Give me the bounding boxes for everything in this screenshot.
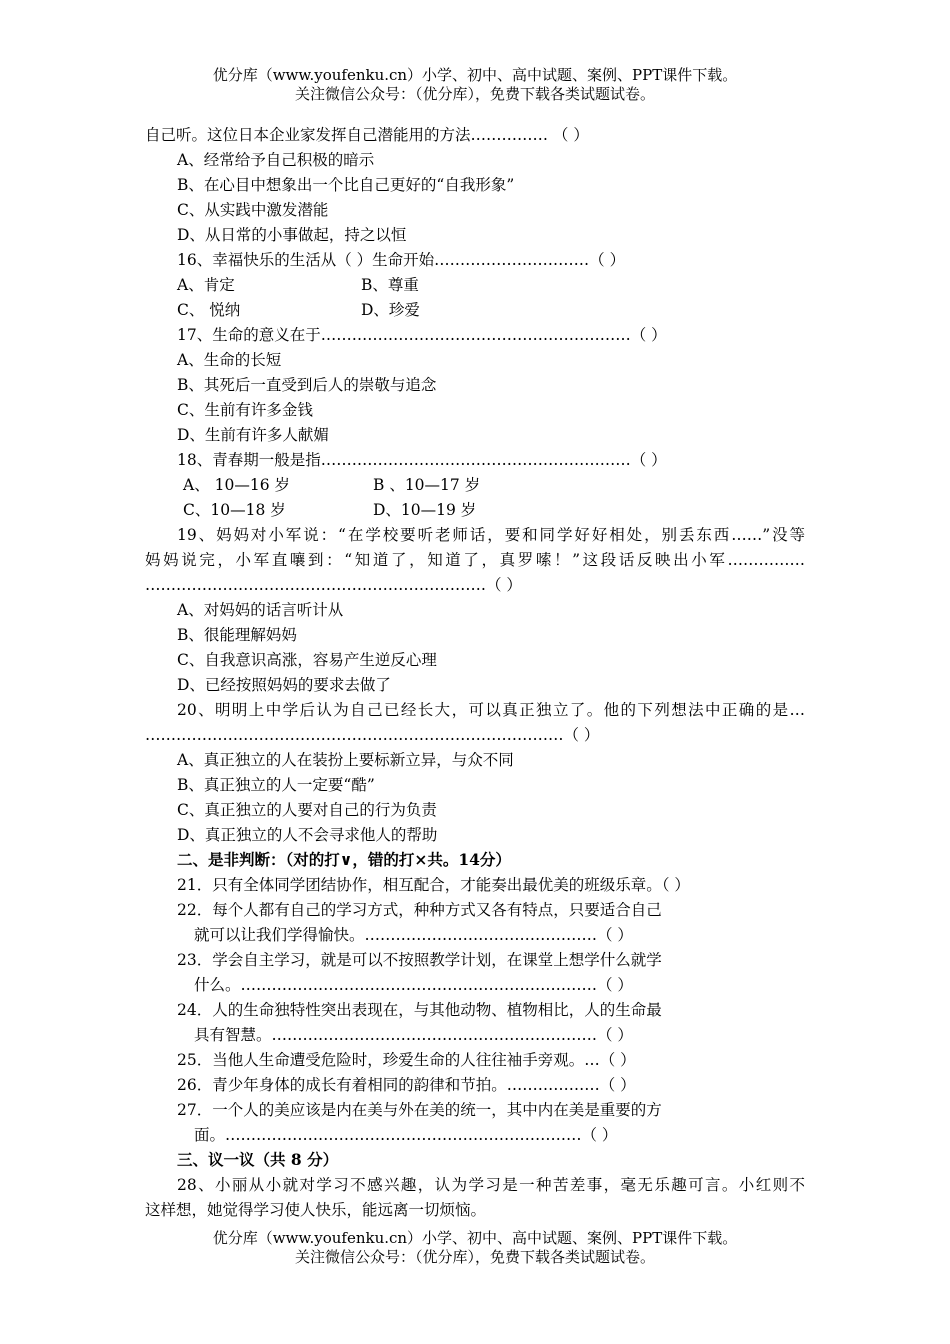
q18-option-c: C、10—18 岁 bbox=[183, 501, 286, 519]
q19-option-b: B、很能理解妈妈 bbox=[177, 626, 297, 644]
q16-option-a: A、肯定 bbox=[177, 276, 235, 294]
q27-line-2: 面。……………………………………………………………（ ） bbox=[194, 1126, 618, 1144]
q15-stem-tail: 自己听。这位日本企业家发挥自己潜能用的方法…………… （ ） bbox=[145, 126, 589, 144]
q25-line-1: 25．当他人生命遭受危险时，珍爱生命的人往往袖手旁观。…（ ） bbox=[177, 1051, 636, 1069]
footer-banner bbox=[0, 1229, 950, 1267]
q15-option-b: B、在心目中想象出一个比自己更好的“自我形象” bbox=[177, 176, 515, 194]
q24-line-2: 具有智慧。………………………………………………………（ ） bbox=[194, 1026, 633, 1044]
q18-option-b: B 、10—17 岁 bbox=[373, 476, 481, 494]
q18-option-d: D、10—19 岁 bbox=[373, 501, 477, 519]
q18-option-a: A、 10—16 岁 bbox=[183, 476, 290, 494]
footer-line-2: 关注微信公众号：（优分库），免费下载各类试题试卷。 bbox=[294, 1248, 655, 1266]
q16-option-d: D、珍爱 bbox=[361, 301, 420, 319]
section2-heading: 二、是非判断：（对的打∨，错的打×共。14分） bbox=[177, 850, 511, 869]
q19-stem-line-1: 19、妈妈对小军说：“在学校要听老师话，要和同学好好相处，别丢东西……”没等 bbox=[177, 526, 805, 544]
header-banner bbox=[0, 66, 950, 104]
q20-option-c: C、真正独立的人要对自己的行为负责 bbox=[177, 801, 437, 819]
q15-option-c: C、从实践中激发潜能 bbox=[177, 201, 329, 219]
header-line-2: 关注微信公众号：（优分库），免费下载各类试题试卷。 bbox=[294, 85, 655, 103]
q24-line-1: 24．人的生命独特性突出表现在，与其他动物、植物相比，人的生命最 bbox=[177, 1001, 662, 1019]
q19-option-a: A、对妈妈的话言听计从 bbox=[177, 601, 344, 619]
q20-stem-line-1: 20、明明上中学后认为自己已经长大，可以真正独立了。他的下列想法中正确的是… bbox=[177, 701, 805, 719]
q22-line-1: 22．每个人都有自己的学习方式，种种方式又各有特点，只要适合自己 bbox=[177, 901, 662, 919]
q15-option-a: A、经常给予自己积极的暗示 bbox=[177, 151, 375, 169]
q18-stem: 18、青春期一般是指……………………………………………………（ ） bbox=[177, 451, 667, 469]
q19-option-c: C、自我意识高涨，容易产生逆反心理 bbox=[177, 651, 437, 669]
q22-line-2: 就可以让我们学得愉快。………………………………………（ ） bbox=[194, 926, 633, 944]
q17-option-c: C、生前有许多金钱 bbox=[177, 401, 313, 419]
q17-option-d: D、生前有许多人献媚 bbox=[177, 426, 329, 444]
q20-option-d: D、真正独立的人不会寻求他人的帮助 bbox=[177, 826, 438, 844]
q28-line-2: 这样想，她觉得学习使人快乐，能远离一切烦恼。 bbox=[145, 1201, 487, 1219]
q19-option-d: D、已经按照妈妈的要求去做了 bbox=[177, 676, 391, 694]
section3-heading: 三、议一议（共 8 分） bbox=[177, 1150, 339, 1169]
footer-line-1: 优分库（www.youfenku.cn）小学、初中、高中试题、案例、PPT课件下载。 bbox=[212, 1229, 738, 1247]
q26-line-1: 26．青少年身体的成长有着相同的韵律和节拍。………………（ ） bbox=[177, 1076, 636, 1094]
q17-stem: 17、生命的意义在于……………………………………………………（ ） bbox=[177, 326, 667, 344]
q16-stem: 16、幸福快乐的生活从（ ）生命开始…………………………（ ） bbox=[177, 251, 626, 269]
q20-stem-line-2: ………………………………………………………………………（ ） bbox=[145, 726, 600, 744]
q27-line-1: 27．一个人的美应该是内在美与外在美的统一，其中内在美是重要的方 bbox=[177, 1101, 662, 1119]
q21-line-1: 21．只有全体同学团结协作，相互配合，才能奏出最优美的班级乐章。（ ） bbox=[177, 876, 690, 894]
q19-stem-line-2: 妈妈说完，小军直嚷到：“知道了，知道了，真罗嗦！”这段话反映出小军…………… bbox=[145, 551, 805, 569]
header-line-1: 优分库（www.youfenku.cn）小学、初中、高中试题、案例、PPT课件下载。 bbox=[212, 66, 738, 84]
q17-option-a: A、生命的长短 bbox=[177, 351, 282, 369]
q20-option-a: A、真正独立的人在装扮上要标新立异，与众不同 bbox=[177, 751, 514, 769]
q16-option-b: B、尊重 bbox=[361, 276, 419, 294]
q17-option-b: B、其死后一直受到后人的崇敬与追念 bbox=[177, 376, 437, 394]
q23-line-1: 23．学会自主学习，就是可以不按照教学计划，在课堂上想学什么就学 bbox=[177, 951, 662, 969]
q20-option-b: B、真正独立的人一定要“酷” bbox=[177, 776, 375, 794]
q19-stem-line-3: …………………………………………………………（ ） bbox=[145, 576, 522, 594]
q28-line-1: 28、小丽从小就对学习不感兴趣，认为学习是一种苦差事，毫无乐趣可言。小红则不 bbox=[177, 1176, 805, 1194]
q23-line-2: 什么。……………………………………………………………（ ） bbox=[194, 976, 633, 994]
q15-option-d: D、从日常的小事做起，持之以恒 bbox=[177, 226, 407, 244]
q16-option-c: C、 悦纳 bbox=[177, 301, 241, 319]
